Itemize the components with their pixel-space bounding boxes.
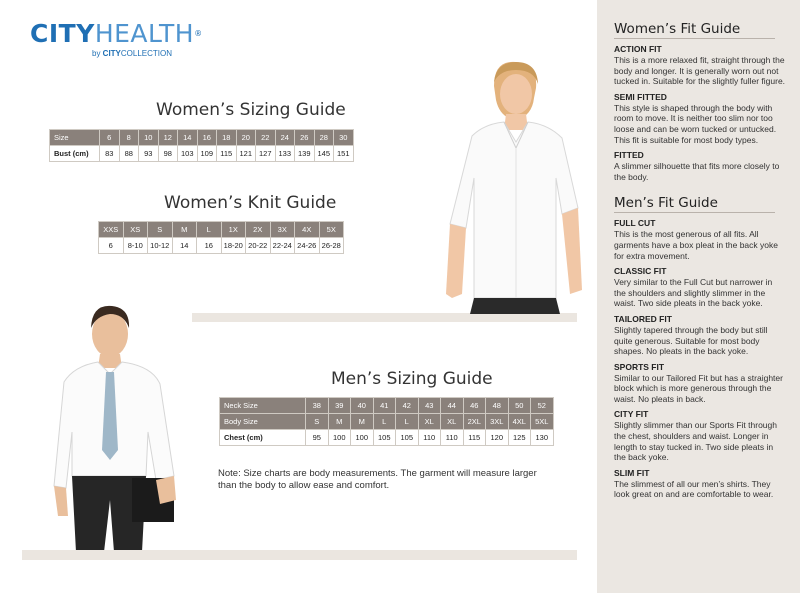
- mens-sizing-title: Men’s Sizing Guide: [331, 369, 493, 389]
- divider-band-bottom: [22, 550, 577, 560]
- table-cell: 22: [256, 130, 276, 146]
- table-cell: 18-20: [221, 238, 246, 254]
- table-cell: 22-24: [270, 238, 295, 254]
- man-model-image: [52, 300, 192, 552]
- table-cell: 4XL: [508, 414, 531, 430]
- table-cell: 83: [100, 146, 120, 162]
- fit-item: [614, 409, 800, 462]
- table-cell: 30: [334, 130, 354, 146]
- table-cell: 5XL: [531, 414, 554, 430]
- table-cell: XL: [441, 414, 464, 430]
- table-cell: XS: [123, 222, 148, 238]
- womens-sizing-title: Women’s Sizing Guide: [156, 100, 346, 120]
- table-cell: 43: [418, 398, 441, 414]
- fit-item: [614, 266, 800, 309]
- table-cell: 10: [139, 130, 159, 146]
- table-cell: 20-22: [246, 238, 271, 254]
- table-cell: 2X: [246, 222, 271, 238]
- table-cell: 3XL: [486, 414, 509, 430]
- woman-model-image: [444, 58, 584, 314]
- chest-label: Chest (cm): [220, 430, 306, 446]
- fit-name: ACTION FIT: [614, 44, 662, 54]
- fit-guide-panel: [597, 0, 800, 593]
- table-cell: 50: [508, 398, 531, 414]
- table-cell: 10-12: [148, 238, 173, 254]
- table-cell: 18: [217, 130, 237, 146]
- fit-description: This is the most generous of all fits. All garments have a box pleat in the back yoke for extra movement.: [614, 229, 778, 261]
- table-cell: 130: [531, 430, 554, 446]
- womens-sizing-table: [49, 129, 354, 162]
- table-cell: 93: [139, 146, 159, 162]
- table-cell: 8: [119, 130, 139, 146]
- fit-name: CLASSIC FIT: [614, 266, 667, 277]
- table-cell: 39: [328, 398, 351, 414]
- table-cell: L: [197, 222, 222, 238]
- fit-name: SEMI FITTED: [614, 91, 667, 102]
- fit-description: Similar to our Tailored Fit but has a straighter block which is more generous through the waist. No pleats in back.: [614, 372, 783, 404]
- table-cell: 26: [295, 130, 315, 146]
- table-cell: 20: [236, 130, 256, 146]
- table-cell: 24-26: [295, 238, 320, 254]
- fit-item: [614, 150, 800, 182]
- table-cell: XL: [418, 414, 441, 430]
- table-cell: 42: [396, 398, 419, 414]
- fit-description: Slightly tapered through the body but still quite generous. Suitable for most body shapes. No pleats in the back yoke.: [614, 324, 768, 357]
- fit-item: [614, 314, 800, 357]
- mens-fit-title: Men’s Fit Guide: [614, 195, 775, 213]
- brand-logo: [30, 20, 203, 58]
- table-cell: 120: [486, 430, 509, 446]
- table-cell: 16: [197, 238, 222, 254]
- divider-band: [192, 313, 577, 322]
- fit-description: This style is shaped through the body with room to move. It is neither too slim nor too loose and can be worn tucked or untucked. This fit is suitable for most body types.: [614, 102, 777, 145]
- neck-size-label: Neck Size: [220, 398, 306, 414]
- table-cell: 16: [197, 130, 217, 146]
- table-cell: 3X: [270, 222, 295, 238]
- table-cell: XXS: [99, 222, 124, 238]
- womens-knit-title: Women’s Knit Guide: [164, 193, 337, 213]
- table-cell: 151: [334, 146, 354, 162]
- fit-description: The slimmest of all our men’s shirts. They look great on and are comfortable to wear.: [614, 478, 774, 500]
- table-cell: 24: [275, 130, 295, 146]
- table-cell: 14: [178, 130, 198, 146]
- womens-knit-table: [98, 221, 344, 254]
- mens-fit-list: [614, 218, 800, 500]
- fit-description: This is a more relaxed fit, straight through the body and longer. It is generally worn out not tucked in. Suitable for the slightly fuller figure.: [614, 55, 786, 87]
- table-cell: 26-28: [319, 238, 344, 254]
- table-cell: 139: [295, 146, 315, 162]
- table-cell: 6: [99, 238, 124, 254]
- fit-description: Slightly slimmer than our Sports Fit through the chest, shoulders and waist. Longer in length to stay tucked in. Two side pleats in the back yoke.: [614, 420, 777, 463]
- womens-fit-title: Women’s Fit Guide: [614, 21, 775, 39]
- table-cell: 125: [508, 430, 531, 446]
- table-cell: 41: [373, 398, 396, 414]
- logo-wordmark: CITYHEALTH®: [30, 19, 203, 48]
- table-cell: 105: [396, 430, 419, 446]
- size-note: Note: Size charts are body measurements. The garment will measure larger than the body to allow ease and comfort.: [218, 468, 537, 491]
- table-cell: 88: [119, 146, 139, 162]
- table-cell: 100: [351, 430, 374, 446]
- table-cell: 121: [236, 146, 256, 162]
- fit-item: [614, 44, 800, 87]
- table-cell: 12: [158, 130, 178, 146]
- table-cell: S: [148, 222, 173, 238]
- table-cell: L: [373, 414, 396, 430]
- table-cell: 103: [178, 146, 198, 162]
- fit-name: SLIM FIT: [614, 467, 650, 478]
- table-cell: 52: [531, 398, 554, 414]
- table-cell: 95: [306, 430, 329, 446]
- table-cell: 100: [328, 430, 351, 446]
- table-cell: 133: [275, 146, 295, 162]
- table-cell: 4X: [295, 222, 320, 238]
- table-cell: M: [351, 414, 374, 430]
- table-cell: L: [396, 414, 419, 430]
- mens-sizing-table: [219, 397, 554, 446]
- logo-subline: by CITYCOLLECTION: [92, 49, 173, 58]
- table-cell: 8-10: [123, 238, 148, 254]
- table-cell: 115: [217, 146, 237, 162]
- table-cell: 46: [463, 398, 486, 414]
- fit-description: Very similar to the Full Cut but narrower in the shoulders and slightly slimmer in the waist. Two side pleats in the back yoke.: [614, 277, 773, 309]
- table-cell: 28: [314, 130, 334, 146]
- table-cell: 110: [441, 430, 464, 446]
- table-cell: 14: [172, 238, 197, 254]
- fit-item: [614, 362, 800, 405]
- table-cell: 110: [418, 430, 441, 446]
- row-label: Bust (cm): [50, 146, 100, 162]
- table-cell: 44: [441, 398, 464, 414]
- fit-name: FULL CUT: [614, 218, 656, 229]
- table-cell: 115: [463, 430, 486, 446]
- table-cell: 127: [256, 146, 276, 162]
- table-cell: M: [172, 222, 197, 238]
- table-cell: 48: [486, 398, 509, 414]
- table-cell: 6: [100, 130, 120, 146]
- table-cell: S: [306, 414, 329, 430]
- fit-name: SPORTS FIT: [614, 361, 665, 372]
- fit-description: A slimmer silhouette that fits more closely to the body.: [614, 161, 780, 182]
- table-cell: 40: [351, 398, 374, 414]
- table-cell: 98: [158, 146, 178, 162]
- table-cell: M: [328, 414, 351, 430]
- body-size-label: Body Size: [220, 414, 306, 430]
- table-cell: 1X: [221, 222, 246, 238]
- table-cell: 2XL: [463, 414, 486, 430]
- table-cell: 38: [306, 398, 329, 414]
- table-cell: 109: [197, 146, 217, 162]
- fit-name: TAILORED FIT: [614, 313, 672, 324]
- womens-fit-list: [614, 44, 800, 182]
- header-label: Size: [50, 130, 100, 146]
- fit-item: [614, 468, 800, 500]
- table-cell: 145: [314, 146, 334, 162]
- fit-item: [614, 92, 800, 145]
- fit-name: FITTED: [614, 150, 644, 161]
- fit-name: CITY FIT: [614, 409, 649, 420]
- table-cell: 105: [373, 430, 396, 446]
- fit-item: [614, 218, 800, 261]
- table-cell: 5X: [319, 222, 344, 238]
